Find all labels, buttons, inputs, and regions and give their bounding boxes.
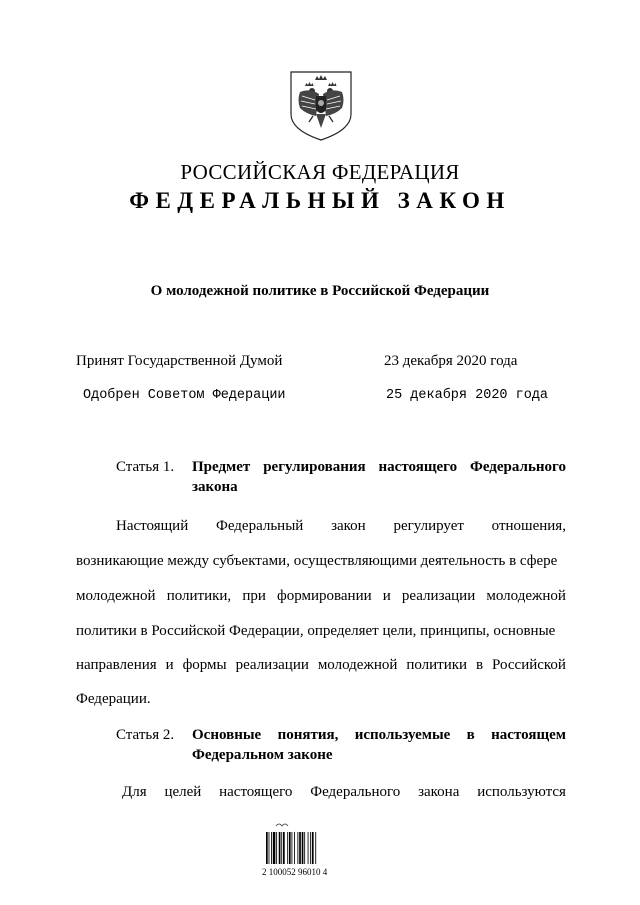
- article-1-text-line: Федерации.: [76, 691, 151, 707]
- barcode-number: 2 100052 96010 4: [262, 867, 328, 877]
- barcode-bars: [266, 832, 316, 864]
- article-2-heading: Основные понятия, используемые в настоящем: [192, 727, 566, 743]
- article-2-text-line: Для целей настоящего Федерального закона используются: [122, 784, 566, 800]
- article-1-heading: Предмет регулирования настоящего Федерального: [192, 459, 566, 475]
- adopted-by-duma-label: Принят Государственной Думой: [76, 353, 283, 369]
- article-1-heading-continued: закона: [192, 479, 238, 495]
- adopted-date: 23 декабря 2020 года: [384, 353, 518, 369]
- article-1-text-line: направления и формы реализации молодежной политики в Российской: [76, 657, 566, 673]
- law-title: О молодежной политике в Российской Федерации: [150, 283, 490, 299]
- coat-of-arms-emblem: [288, 70, 354, 142]
- article-1-number: Статья 1.: [116, 459, 175, 475]
- article-1-text-line: возникающие между субъектами, осуществляющими деятельность в сфере: [76, 553, 558, 569]
- article-1-text-line: политики в Российской Федерации, определяет цели, принципы, основные: [76, 623, 556, 639]
- article-2-heading-continued: Федеральном законе: [192, 747, 333, 763]
- article-1-text-line: Настоящий Федеральный закон регулирует отношения,: [116, 518, 566, 534]
- approved-by-council-label: Одобрен Советом Федерации: [83, 388, 286, 403]
- document-barcode: [262, 820, 346, 878]
- signature-mark: [276, 824, 288, 826]
- country-name: РОССИЙСКАЯ ФЕДЕРАЦИЯ: [180, 160, 460, 184]
- law-type-heading: ФЕДЕРАЛЬНЫЙ ЗАКОН: [129, 188, 511, 213]
- approved-date: 25 декабря 2020 года: [386, 388, 549, 403]
- article-1-text-line: молодежной политики, при формировании и реализации молодежной: [76, 588, 566, 604]
- article-2-number: Статья 2.: [116, 727, 175, 743]
